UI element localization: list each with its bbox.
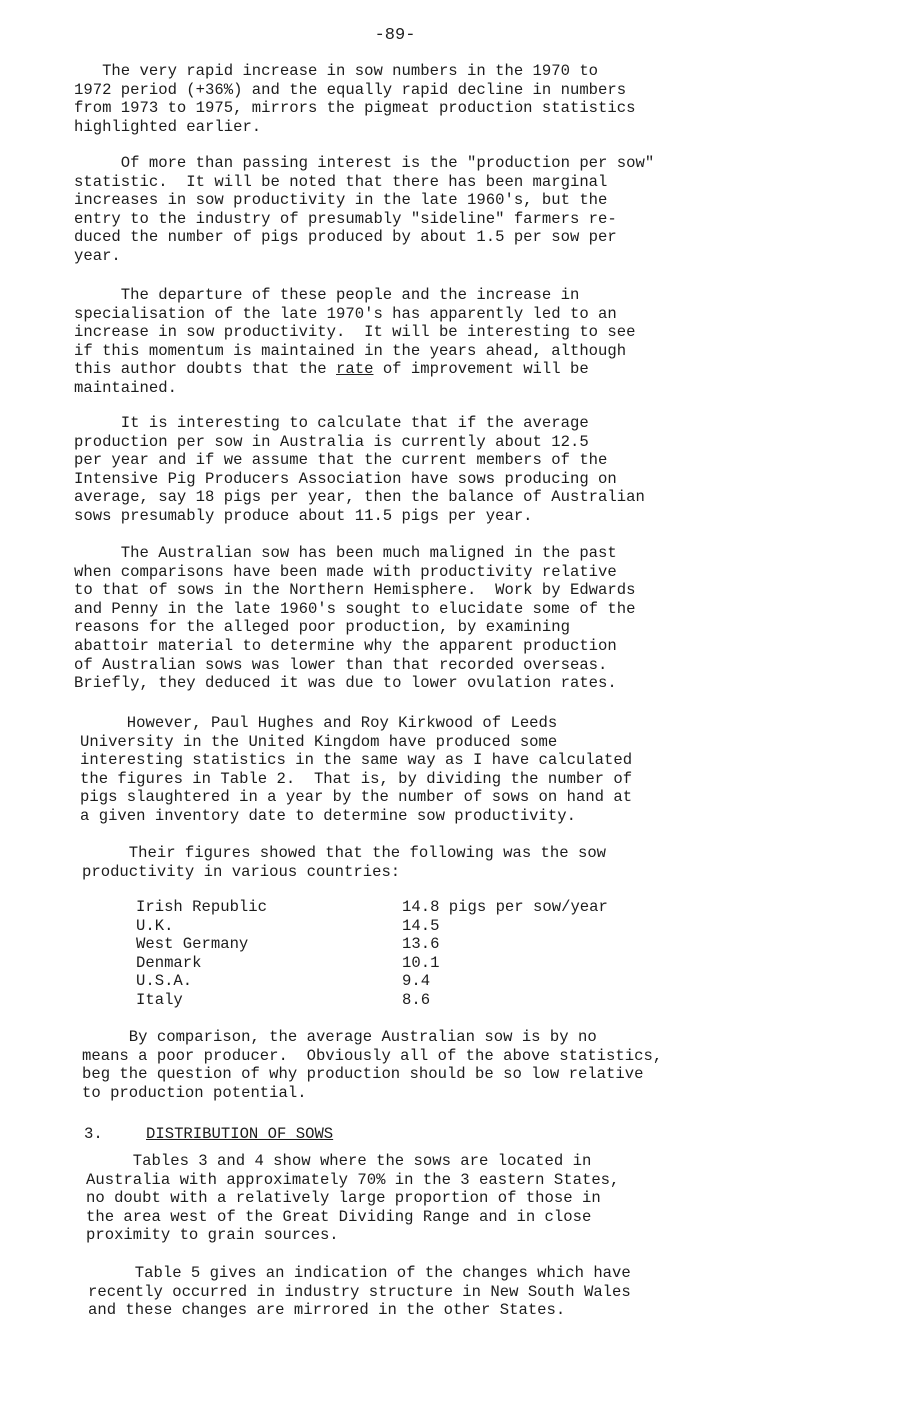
text-line: By comparison, the average Australian sow is by no bbox=[82, 1028, 597, 1046]
section-heading bbox=[84, 1125, 333, 1144]
value-cell: 8.6 bbox=[402, 990, 431, 1009]
paragraph-by-comparison bbox=[82, 1028, 662, 1102]
text-line: productivity in various countries: bbox=[82, 862, 401, 881]
text-line: abattoir material to determine why the apparent production bbox=[74, 636, 617, 655]
text-line: from 1973 to 1975, mirrors the pigmeat production statistics bbox=[74, 99, 636, 118]
text-line: average, say 18 pigs per year, then the balance of Australian bbox=[74, 488, 645, 507]
text-line: Table 5 gives an indication of the changes which have bbox=[88, 1264, 631, 1282]
value-cell: 10.1 bbox=[402, 953, 440, 972]
text-line: duced the number of pigs produced by about 1.5 per sow per bbox=[74, 228, 617, 247]
table-row bbox=[136, 954, 608, 973]
country-cell: U.S.A. bbox=[136, 972, 193, 991]
text-line: interesting statistics in the same way as I have calculated bbox=[80, 751, 633, 770]
text-line: Tables 3 and 4 show where the sows are located in bbox=[86, 1152, 592, 1170]
paragraph-table-5 bbox=[88, 1264, 631, 1320]
text-line: specialisation of the late 1970's has apparently led to an bbox=[74, 304, 617, 323]
text-line: Their figures showed that the following was the sow bbox=[82, 844, 607, 862]
text-line: The Australian sow has been much maligned in the past bbox=[74, 544, 617, 562]
country-cell: U.K. bbox=[136, 916, 174, 935]
country-cell: Denmark bbox=[136, 953, 202, 972]
text-line: when comparisons have been made with productivity relative bbox=[74, 562, 617, 581]
table-row bbox=[136, 898, 608, 917]
text-line: a given inventory date to determine sow productivity. bbox=[80, 806, 576, 825]
paragraph-average-production bbox=[74, 414, 645, 526]
text-line-rest: of improvement will be bbox=[373, 360, 589, 379]
country-cell: West Germany bbox=[136, 935, 249, 954]
table-row bbox=[136, 991, 608, 1010]
paragraph-specialisation bbox=[74, 286, 635, 398]
text-line: and Penny in the late 1960's sought to elucidate some of the bbox=[74, 599, 636, 618]
text-line: the area west of the Great Dividing Range and in close bbox=[86, 1207, 592, 1226]
table-row bbox=[136, 935, 608, 954]
text-line: means a poor producer. Obviously all of the above statistics, bbox=[82, 1046, 663, 1065]
paragraph-production-per-sow bbox=[74, 154, 654, 266]
text-line: 1972 period (+36%) and the equally rapid decline in numbers bbox=[74, 80, 627, 99]
text-line: Briefly, they deduced it was due to lower ovulation rates. bbox=[74, 674, 617, 693]
table-row bbox=[136, 917, 608, 936]
text-line: University in the United Kingdom have produced some bbox=[80, 732, 558, 751]
text-line: sows presumably produce about 11.5 pigs per year. bbox=[74, 506, 533, 525]
paragraph-leeds-statistics bbox=[80, 714, 632, 826]
text-line: and these changes are mirrored in the other States. bbox=[88, 1301, 566, 1320]
text-line: The departure of these people and the increase in bbox=[74, 286, 580, 304]
value-cell: 14.8 pigs per sow/year bbox=[402, 898, 608, 916]
text-line: It is interesting to calculate that if the average bbox=[74, 414, 589, 432]
paragraph-distribution bbox=[86, 1152, 619, 1245]
text-line: entry to the industry of presumably "sideline" farmers re- bbox=[74, 209, 617, 228]
text-line: production per sow in Australia is currently about 12.5 bbox=[74, 432, 589, 451]
paragraph-australian-sow bbox=[74, 544, 635, 693]
text-line: to that of sows in the Northern Hemisphere. Work by Edwards bbox=[74, 581, 636, 600]
sow-productivity-table bbox=[136, 898, 608, 1010]
table-row bbox=[136, 972, 608, 991]
text-line: per year and if we assume that the current members of the bbox=[74, 451, 608, 470]
text-line: recently occurred in industry structure in New South Wales bbox=[88, 1282, 631, 1301]
country-cell: Irish Republic bbox=[136, 898, 268, 916]
text-line: of Australian sows was lower than that recorded overseas. bbox=[74, 655, 608, 674]
text-line: if this momentum is maintained in the years ahead, although bbox=[74, 341, 627, 360]
text-line: Australia with approximately 70% in the 3 eastern States, bbox=[86, 1170, 620, 1189]
paragraph-sow-numbers bbox=[74, 62, 635, 136]
text-line: increase in sow productivity. It will be interesting to see bbox=[74, 323, 636, 342]
paragraph-their-figures bbox=[82, 844, 606, 881]
page-number: -89- bbox=[374, 26, 416, 45]
text-line: Intensive Pig Producers Association have sows producing on bbox=[74, 469, 617, 488]
text-line: However, Paul Hughes and Roy Kirkwood of Leeds bbox=[80, 714, 558, 732]
text-line: pigs slaughtered in a year by the number of sows on hand at bbox=[80, 788, 633, 807]
underlined-word-rate: rate bbox=[336, 360, 374, 379]
text-line: The very rapid increase in sow numbers in the 1970 to bbox=[74, 62, 599, 80]
text-line: to production potential. bbox=[82, 1083, 307, 1102]
text-line: highlighted earlier. bbox=[74, 117, 262, 136]
value-cell: 14.5 bbox=[402, 916, 440, 935]
text-line: this author doubts that the bbox=[74, 360, 337, 379]
value-cell: 13.6 bbox=[402, 935, 440, 954]
text-line: increases in sow productivity in the late 1960's, but the bbox=[74, 191, 608, 210]
text-line: Of more than passing interest is the "production per sow" bbox=[74, 154, 655, 172]
text-line: reasons for the alleged poor production, by examining bbox=[74, 618, 570, 637]
section-title: DISTRIBUTION OF SOWS bbox=[146, 1125, 334, 1143]
text-line: no doubt with a relatively large proportion of those in bbox=[86, 1189, 601, 1208]
text-line: beg the question of why production should be so low relative bbox=[82, 1065, 644, 1084]
text-line: statistic. It will be noted that there has been marginal bbox=[74, 172, 608, 191]
text-line: proximity to grain sources. bbox=[86, 1226, 339, 1245]
text-line: maintained. bbox=[74, 378, 177, 397]
text-line: the figures in Table 2. That is, by dividing the number of bbox=[80, 769, 633, 788]
section-number: 3. bbox=[84, 1125, 103, 1143]
country-cell: Italy bbox=[136, 990, 183, 1009]
text-line: year. bbox=[74, 246, 121, 265]
value-cell: 9.4 bbox=[402, 972, 431, 991]
